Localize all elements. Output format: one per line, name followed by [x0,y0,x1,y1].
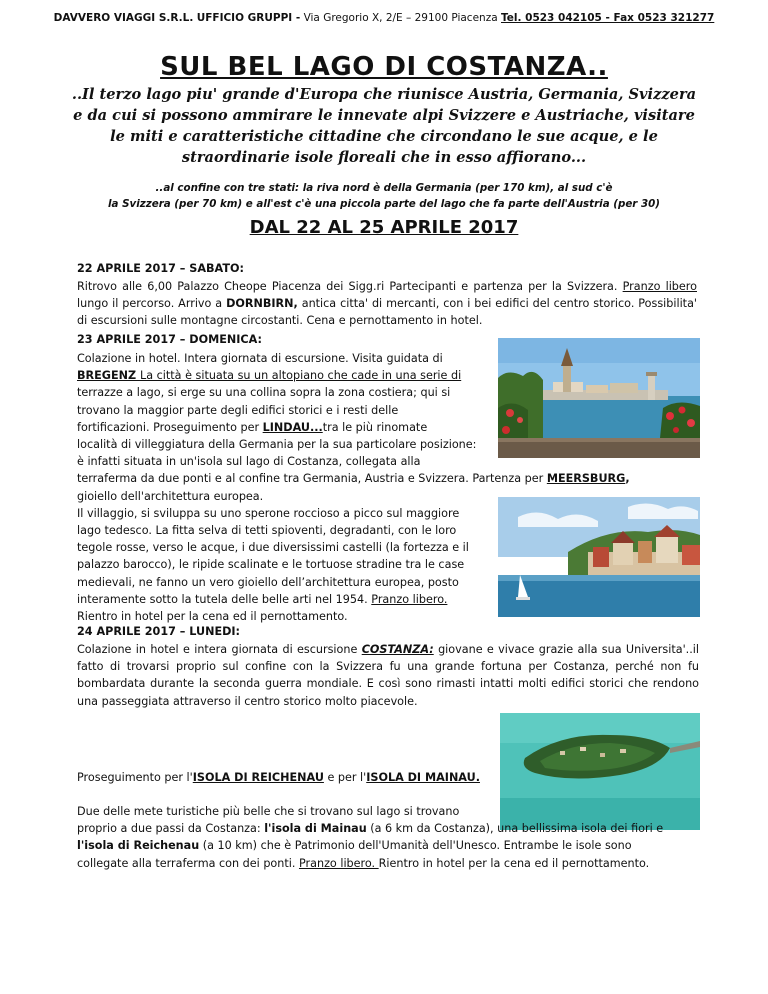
borders-note-line-1: ..al confine con tre stati: la riva nord è della Germania (per 170 km), al sud c'è [155,182,613,194]
day3-line [77,837,707,854]
day2-line: Colazione in hotel. Intera giornata di escursione. Visita guidata di [77,352,443,365]
day2-line: Rientro in hotel per la cena ed il pernottamento. [77,610,348,624]
day1-text [77,278,697,330]
day2-bregenz-desc: La città è situata su un altopiano che cade in una serie di [139,369,462,383]
day3-mainau: ISOLA DI MAINAU. [366,771,480,784]
day2-text-frag: interamente sotto la tutela delle belle arti nel 1954. [77,592,372,606]
company-name: DAVVERO VIAGGI S.R.L. [53,12,194,24]
day3-islands-intro [77,769,497,786]
day3-heading: 24 APRILE 2017 – LUNEDI: [77,625,241,638]
day2-line: tegole rosse, verso le acque, i due diversissimi castelli (la fortezza e il [77,541,469,555]
day3-konstanz: COSTANZA: [361,643,434,656]
day1-text-a: Ritrovo alle 6,00 Palazzo Cheope Piacenza dei Sigg.ri Partecipanti e partenza per la Svizzera. [77,280,623,293]
day2-comma: , [625,472,630,486]
day1-text-b: lungo il percorso. Arrivo a [77,297,227,311]
trip-dates: DAL 22 AL 25 APRILE 2017 [249,217,519,238]
address: Via Gregorio X, 2/E – 29100 Piacenza [303,12,498,24]
intro-paragraph: ..Il terzo lago piu' grande d'Europa che riunisce Austria, Germania, Svizzera e da cui si possono ammirare le innevate alpi Svizzere e Austriache, visitare le miti e caratteristiche cittadine che circondano le sue acque, e le straordinarie isole floreali che in esso affiorano... [71,86,697,166]
day3-line [77,855,707,872]
day2-line: gioiello dell'architettura europea. [77,489,264,503]
day3-text [77,641,699,710]
day2-line: Il villaggio, si sviluppa su uno sperone roccioso a picco sul maggiore [77,506,460,520]
borders-note [50,180,718,212]
day3-text-a: Colazione in hotel e intera giornata di escursione [77,643,362,656]
day2-line [77,470,717,487]
department: UFFICIO GRUPPI - [196,12,301,24]
lindau-harbour-photo [498,338,700,458]
day3-line: Due delle mete turistiche più belle che si trovano sul lago si trovano [77,805,460,818]
day2-line: lago tedesco. La fitta selva di tetti spioventi, degradanti, con le loro [77,524,457,538]
day2-line: è infatti situata in un'isola sul lago di Costanza, collegata alla [77,455,421,469]
phone-fax: Tel. 0523 042105 - Fax 0523 321277 [501,12,715,24]
day2-bregenz: BREGENZ [77,369,140,383]
day3-text-frag: proprio a due passi da Costanza: [77,822,265,836]
day2-text-frag: fortificazioni. Proseguimento per [77,420,263,434]
day2-line: terrazze a lago, si erge su una collina sopra la zona costiera; qui si [77,386,451,400]
day1-dornbirn: DORNBIRN, [226,297,298,311]
borders-note-line-2: la Svizzera (per 70 km) e all'est c'è una piccola parte del lago che fa parte dell'Austria (per 30) [108,198,660,210]
day3-text-frag: e per l' [323,771,367,784]
day2-heading: 23 APRILE 2017 – DOMENICA: [77,333,262,346]
day3-text-frag: (a 10 km) che è Patrimonio dell'Umanità dell'Unesco. Entrambe le isole sono [199,839,632,853]
day3-reichenau-name: l'isola di Reichenau [77,839,200,853]
day3-text-frag: Rientro in hotel per la cena ed il pernottamento. [378,856,650,870]
day3-islands-text [77,803,707,872]
day2-line: trovano la maggior parte degli edifici storici e i resti delle [77,403,399,417]
day3-lunch: Pranzo libero. [298,856,379,870]
day2-lindau: LINDAU... [262,420,323,434]
day1-heading: 22 APRILE 2017 – SABATO: [77,262,244,275]
day3-text-frag: (a 6 km da Costanza), una bellissima isola dei fiori e [366,822,664,836]
day1-lunch: Pranzo libero [622,280,697,293]
meersburg-photo [498,497,700,617]
page-title: SUL BEL LAGO DI COSTANZA.. [160,52,608,82]
day2-line: palazzo barocco), le ripide scalinate e le tortuose stradine tra le case [77,558,465,572]
day3-mainau-name: l'isola di Mainau [264,822,367,836]
day2-text-frag: terraferma da due ponti e al confine tra Germania, Austria e Svizzera. Partenza per [77,472,547,486]
day3-line [77,820,707,837]
letterhead [0,12,768,24]
day2-line: località di villeggiatura della Germania per la sua particolare posizione: [77,438,477,452]
day3-text-frag: Proseguimento per l' [77,771,193,784]
day1-text-c: antica citta' di mercanti, con i bei edifici del centro storico. Possibilita' di escursioni sulle montagne circostanti. Cena e pernottamento in hotel. [77,297,697,328]
day3-text-frag: collegate alla terraferma con dei ponti. [77,856,299,870]
day3-text-b: giovane e vivace grazie alla sua Universita'..il fatto di trovarsi proprio sul confine con la Svizzera fu una grande fortuna per Costanza, perché non fu bombardata durante la seconda guerra mondiale. E così sono rimasti intatti molti edifici storici che rendono una passeggiata attraverso il centro storico molto piacevole. [77,643,699,708]
day3-reichenau: ISOLA DI REICHENAU [192,771,324,784]
day2-line: medievali, ne fanno un vero gioiello dell’architettura europea, posto [77,575,459,589]
day2-lunch: Pranzo libero. [371,592,448,606]
day2-text-frag: tra le più rinomate [322,420,428,434]
day2-meersburg: MEERSBURG [546,472,626,486]
